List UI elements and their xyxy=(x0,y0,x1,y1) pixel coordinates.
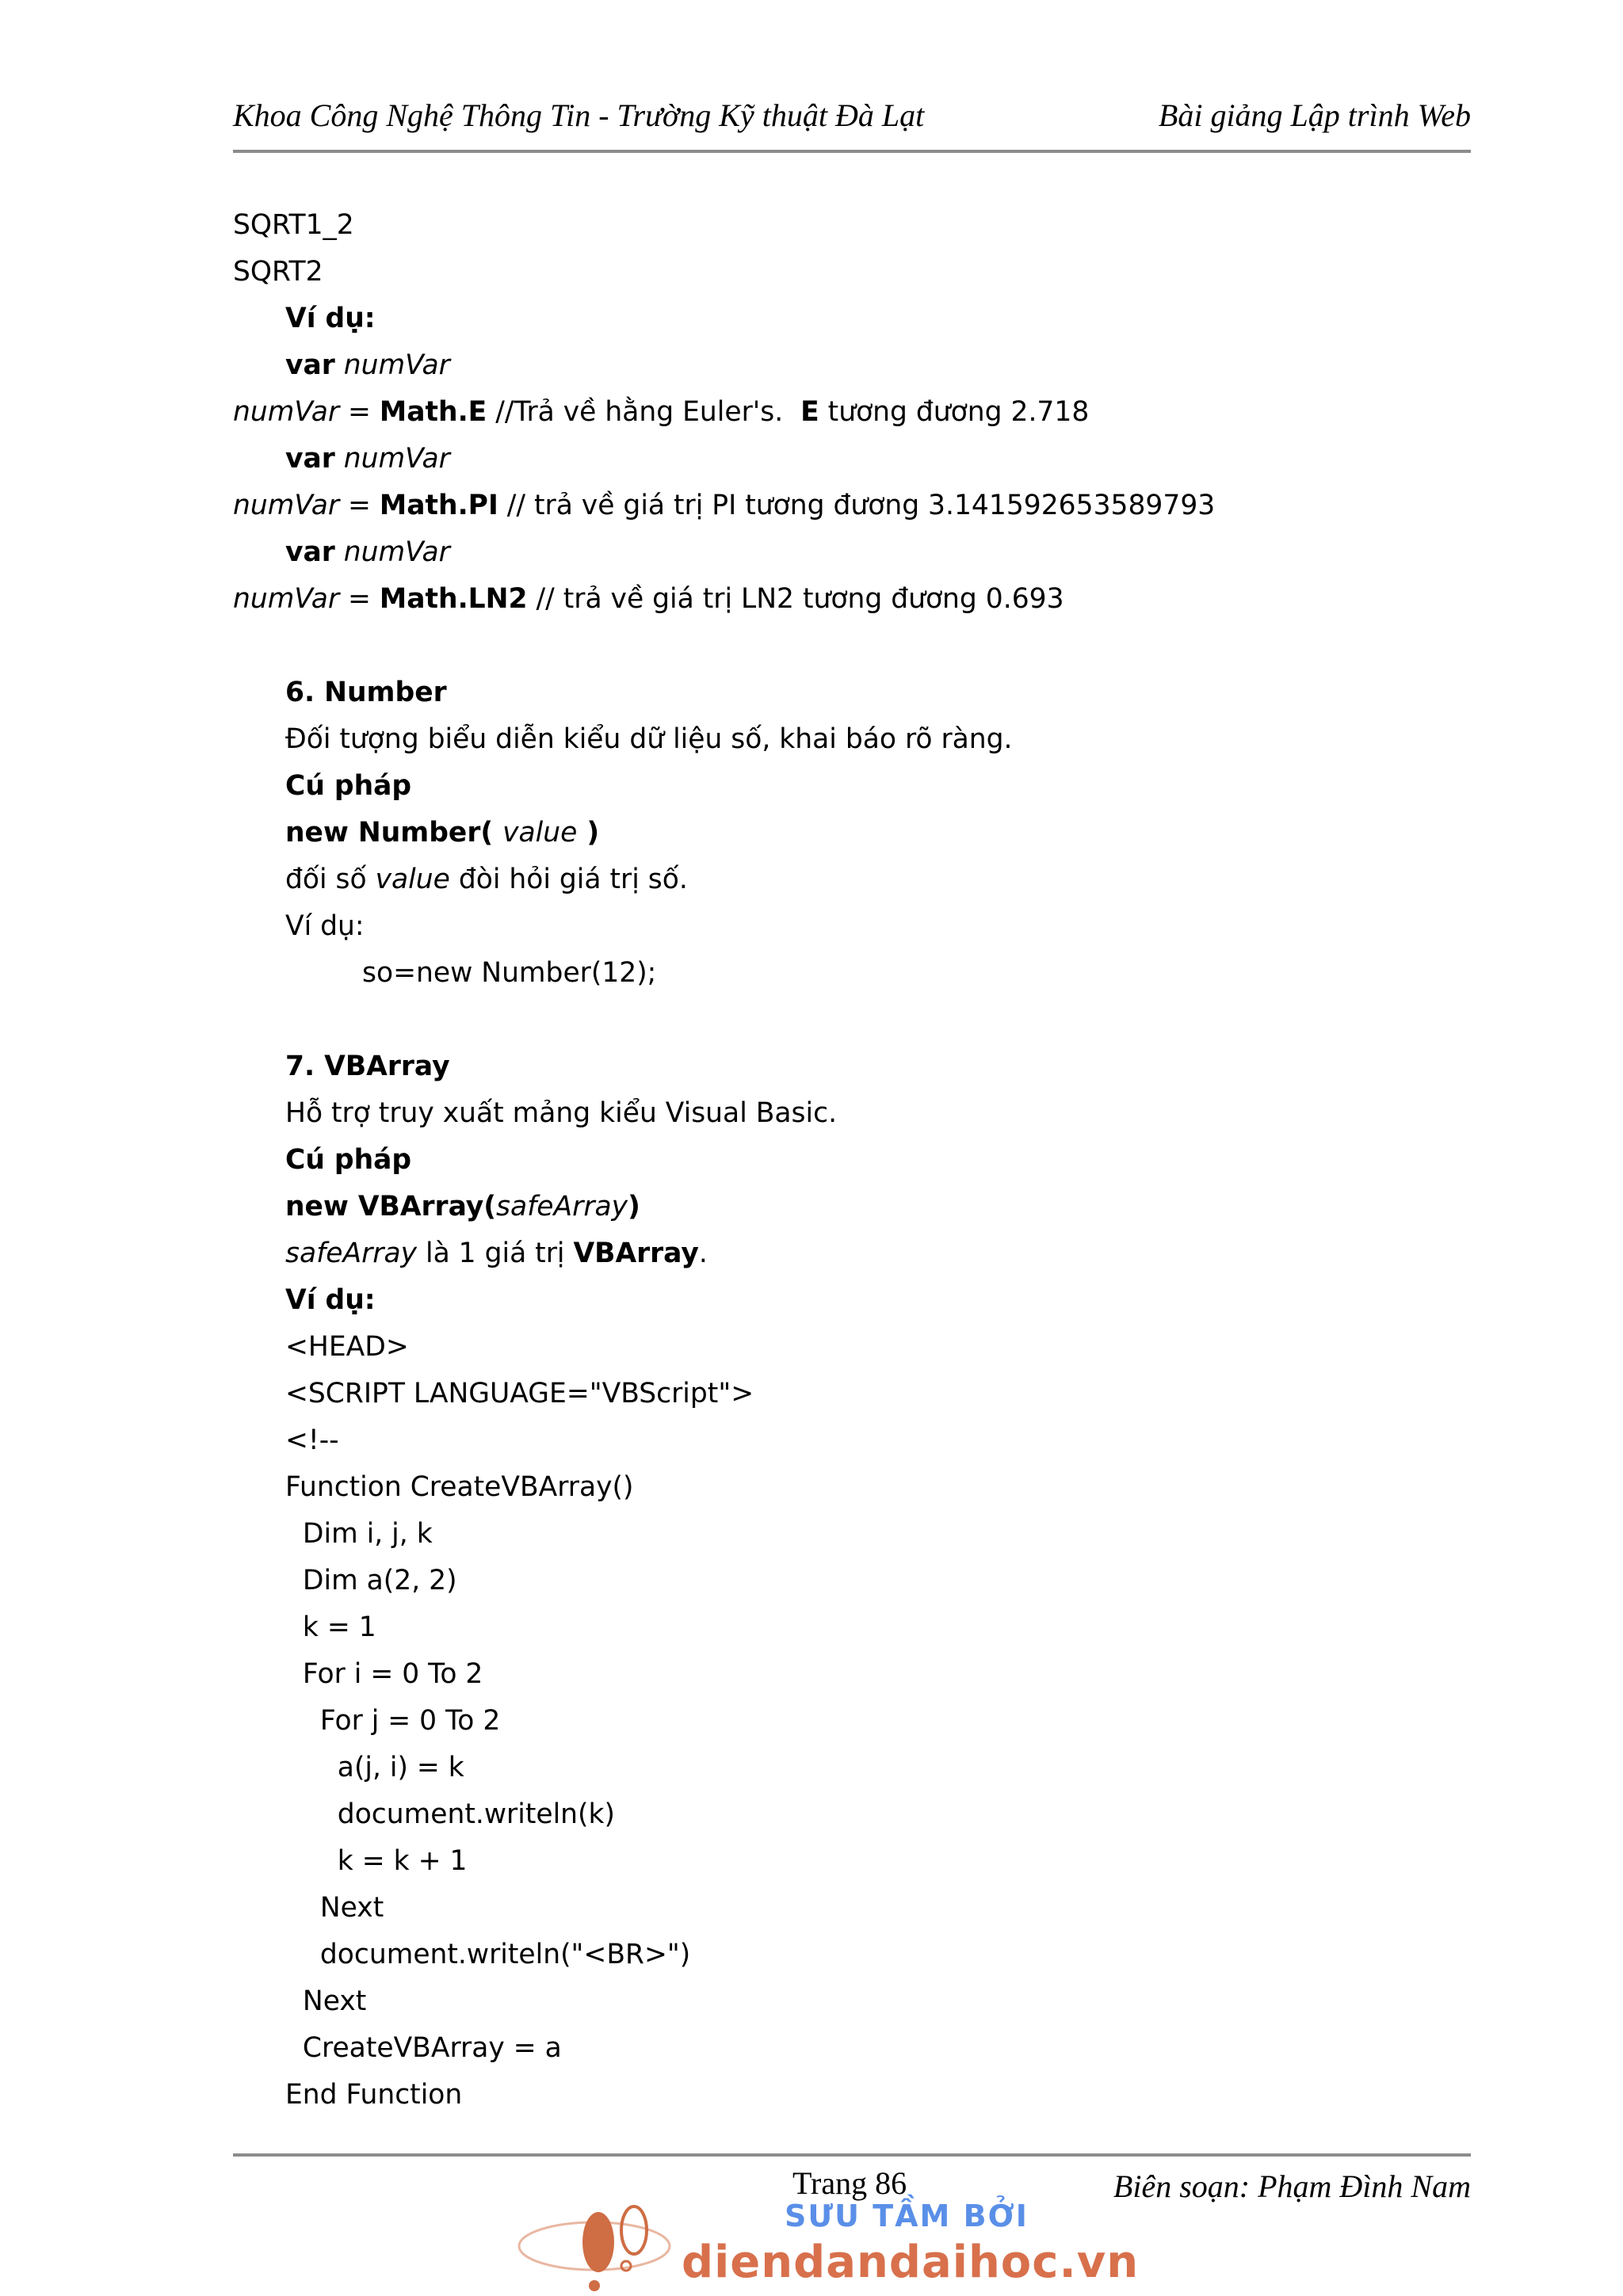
code-line: CreateVBArray = a xyxy=(285,2032,562,2064)
code-line: Dim a(2, 2) xyxy=(285,1565,457,1596)
code-var-line xyxy=(285,535,450,570)
var-name: numVar xyxy=(343,349,450,381)
section-vbarray-desc: Hỗ trợ truy xuất mảng kiểu Visual Basic. xyxy=(285,1097,838,1129)
e-symbol: E xyxy=(800,396,819,428)
vbarray-syntax xyxy=(285,1189,640,1224)
comment: //Trả về hằng Euler's. xyxy=(487,396,801,428)
code-line: k = 1 xyxy=(285,1611,376,1643)
code-line: Next xyxy=(285,1985,367,2017)
watermark-caption: SƯU TẦM BỞI xyxy=(785,2199,1029,2233)
comment: tương đương 2.718 xyxy=(819,396,1090,428)
code-line: <!-- xyxy=(285,1425,339,1456)
equals: = xyxy=(339,396,380,428)
example-heading: Ví dụ: xyxy=(285,303,376,334)
code-line: End Function xyxy=(285,2079,463,2111)
const-sqrt2: SQRT2 xyxy=(233,256,323,288)
number-example-code: so=new Number(12); xyxy=(362,957,657,989)
syntax-heading: Cú pháp xyxy=(285,770,412,802)
comment: // trả về giá trị PI tương đương 3.141592653589793 xyxy=(498,490,1216,521)
text: là 1 giá trị xyxy=(417,1238,574,1269)
footer-rule xyxy=(233,2153,1471,2157)
text: đòi hỏi giá trị số. xyxy=(449,864,688,895)
code-line: <HEAD> xyxy=(285,1331,409,1363)
number-syntax xyxy=(285,815,599,850)
code-line: For j = 0 To 2 xyxy=(285,1705,501,1737)
code-var-line xyxy=(285,348,450,383)
code-var-line xyxy=(285,441,450,476)
var-name: numVar xyxy=(233,583,340,615)
param-safearray: safeArray xyxy=(285,1238,418,1269)
code-math-e-line xyxy=(233,395,1089,429)
var-keyword: var xyxy=(285,443,335,475)
var-keyword: var xyxy=(285,349,335,381)
var-name: numVar xyxy=(233,490,340,521)
var-keyword: var xyxy=(285,536,335,568)
var-name: numVar xyxy=(343,443,450,475)
equals: = xyxy=(339,490,380,521)
header-course-title: Bài giảng Lập trình Web xyxy=(1158,97,1471,133)
comment: // trả về giá trị LN2 tương đương 0.693 xyxy=(527,583,1064,615)
syntax-keyword: new VBArray( xyxy=(285,1191,497,1222)
param-safearray: safeArray xyxy=(496,1191,628,1222)
text: đối số xyxy=(285,864,376,895)
code-line: a(j, i) = k xyxy=(285,1752,464,1783)
section-number-desc: Đối tượng biểu diễn kiểu dữ liệu số, khai báo rõ ràng. xyxy=(285,723,1013,755)
example-heading-plain: Ví dụ: xyxy=(285,910,365,942)
code-math-pi-line xyxy=(233,488,1215,523)
math-e: Math.E xyxy=(379,396,487,428)
const-sqrt1-2: SQRT1_2 xyxy=(233,209,354,241)
code-line: For i = 0 To 2 xyxy=(285,1658,483,1690)
equals: = xyxy=(339,583,380,615)
syntax-keyword: new Number( xyxy=(285,817,503,849)
math-pi: Math.PI xyxy=(379,490,498,521)
param-value: value xyxy=(502,817,578,849)
footprint-logo-icon xyxy=(515,2199,689,2296)
text: . xyxy=(698,1238,708,1269)
page-header xyxy=(233,97,1471,136)
math-ln2: Math.LN2 xyxy=(379,583,528,615)
syntax-close: ) xyxy=(628,1191,640,1222)
code-line: <SCRIPT LANGUAGE="VBScript"> xyxy=(285,1378,754,1409)
example-heading: Ví dụ: xyxy=(285,1284,376,1316)
syntax-heading: Cú pháp xyxy=(285,1144,412,1176)
watermark-site: diendandaihoc.vn xyxy=(682,2237,1140,2288)
watermark xyxy=(515,2199,1140,2296)
author-credit: Biên soạn: Phạm Đình Nam xyxy=(1113,2168,1471,2204)
code-math-ln2-line xyxy=(233,582,1064,616)
syntax-close: ) xyxy=(577,817,600,849)
var-name: numVar xyxy=(233,396,340,428)
code-line: Next xyxy=(285,1892,384,1924)
param-value: value xyxy=(375,864,450,895)
code-line: Function CreateVBArray() xyxy=(285,1471,634,1503)
code-line: Dim i, j, k xyxy=(285,1518,433,1550)
section-vbarray-title: 7. VBArray xyxy=(285,1051,450,1082)
code-line: k = k + 1 xyxy=(285,1845,468,1877)
section-number-title: 6. Number xyxy=(285,677,447,708)
header-institution: Khoa Công Nghệ Thông Tin - Trường Kỹ thuật Đà Lạt xyxy=(233,97,925,133)
var-name: numVar xyxy=(343,536,450,568)
header-rule xyxy=(233,150,1471,153)
vbarray-param-desc xyxy=(285,1236,708,1271)
number-param-desc xyxy=(285,862,688,897)
page-number: Trang 86 xyxy=(792,2165,907,2201)
vbarray-word: VBArray xyxy=(573,1238,699,1269)
code-line: document.writeln("<BR>") xyxy=(285,1939,691,1970)
code-line: document.writeln(k) xyxy=(285,1798,615,1830)
